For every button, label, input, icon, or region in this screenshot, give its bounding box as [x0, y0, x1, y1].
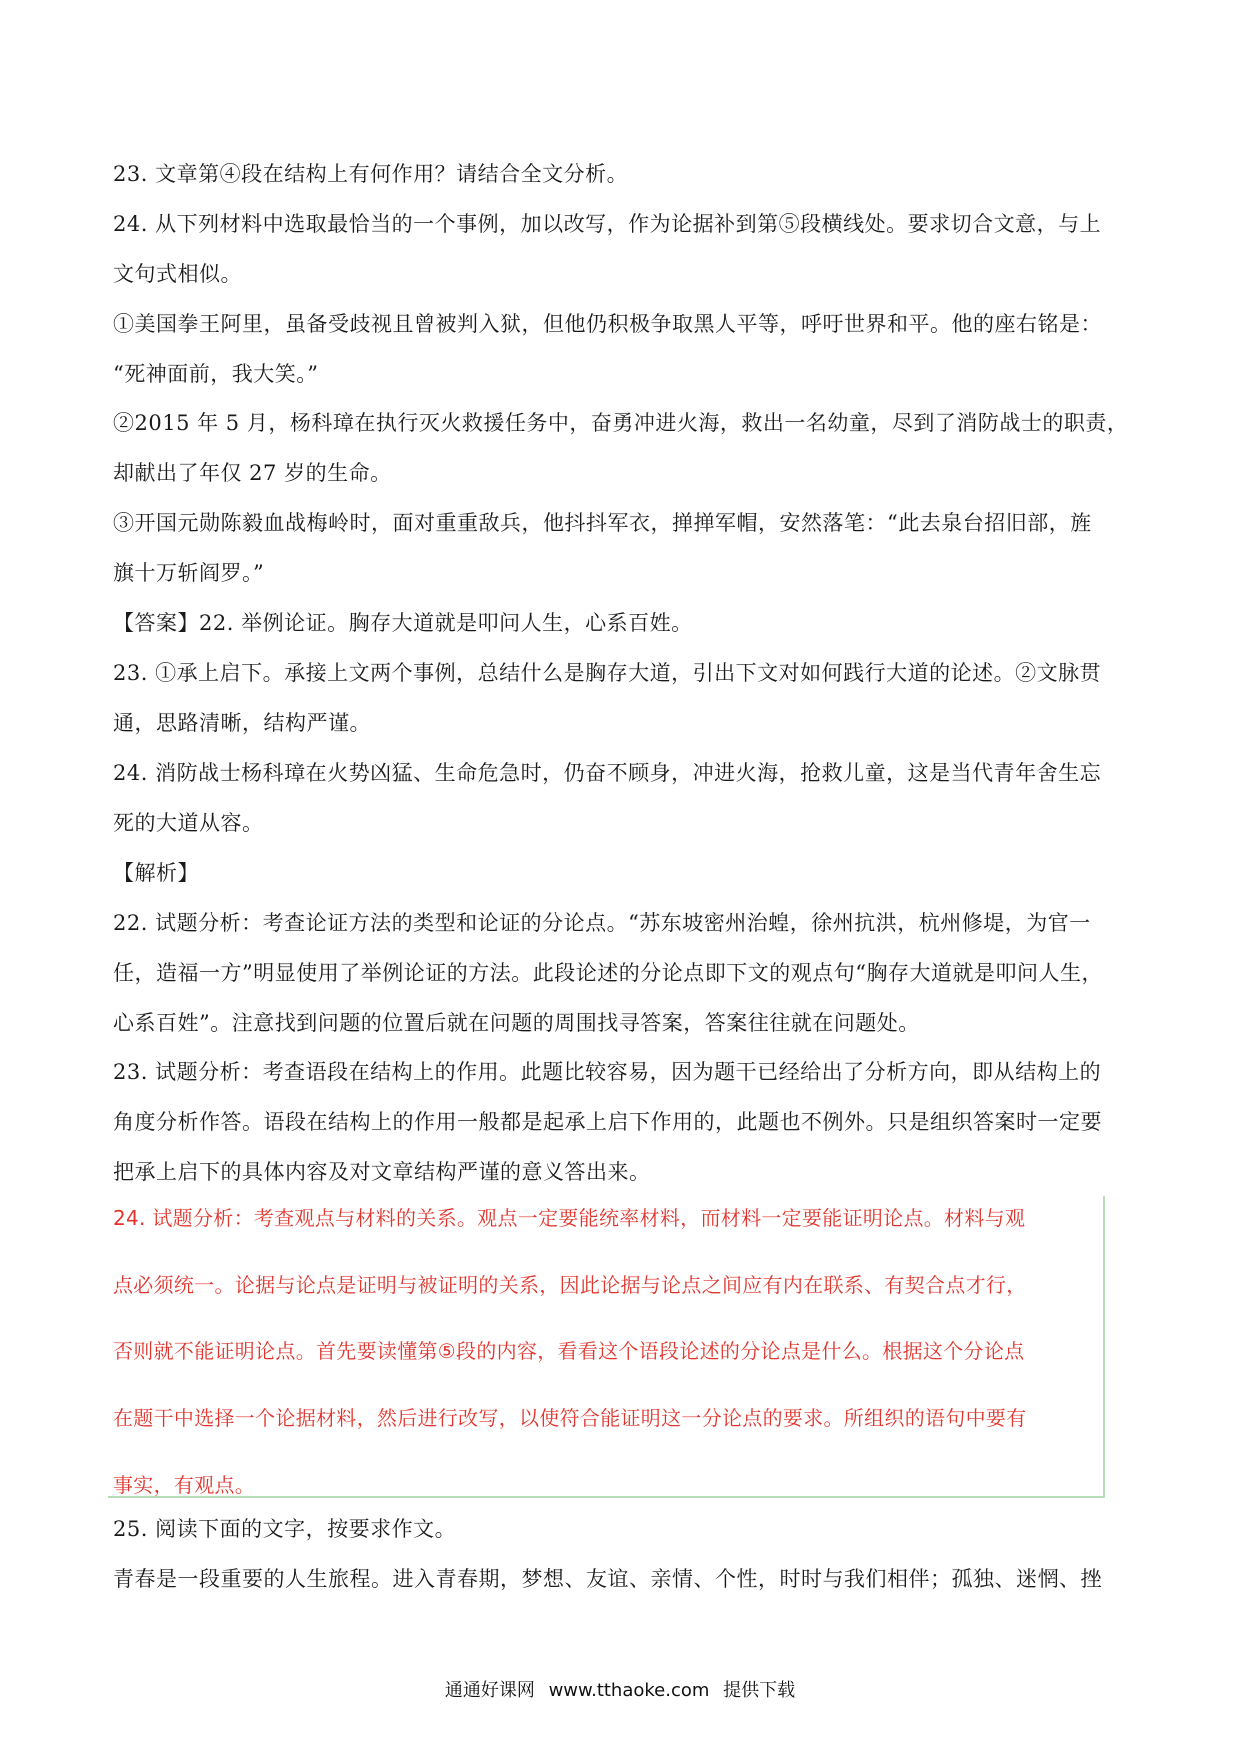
answer-24-line-2: 死的大道从容。 — [113, 811, 264, 835]
answer-22: 【答案】22. 举例论证。胸存大道就是叩问人生，心系百姓。 — [113, 611, 693, 635]
analysis-22-line-2: 任，造福一方”明显使用了举例论证的方法。此段论述的分论点即下文的观点句“胸存大道就是叩问人生， — [113, 961, 1103, 985]
material-2-line-2: 却献出了年仅 27 岁的生命。 — [113, 461, 392, 485]
analysis-23-line-2: 角度分析作答。语段在结构上的作用一般都是起承上启下作用的，此题也不例外。只是组织答案时一定要 — [113, 1110, 1102, 1134]
page-footer — [0, 1676, 1240, 1702]
question-24-line-2: 文句式相似。 — [113, 262, 242, 286]
answer-24-line-1: 24. 消防战士杨科璋在火势凶猛、生命危急时，仍奋不顾身，冲进火海，抢救儿童，这是当代青年舍生忘 — [113, 761, 1102, 785]
analysis-23-line-3: 把承上启下的具体内容及对文章结构严谨的意义答出来。 — [113, 1160, 651, 1184]
analysis-23-line-1: 23. 试题分析：考查语段在结构上的作用。此题比较容易，因为题干已经给出了分析方向，即从结构上的 — [113, 1060, 1102, 1084]
question-25-line-2: 青春是一段重要的人生旅程。进入青春期，梦想、友谊、亲情、个性，时时与我们相伴；孤独、迷惘、挫 — [113, 1567, 1102, 1591]
analysis-24-line-2: 点必须统一。论据与论点是证明与被证明的关系，因此论据与论点之间应有内在联系、有契合点才行， — [113, 1273, 1027, 1297]
footer-site-name: 通通好课网 — [444, 1680, 535, 1701]
analysis-24-line-5: 事实，有观点。 — [113, 1473, 256, 1497]
material-3-line-1: ③开国元勋陈毅血战梅岭时，面对重重敌兵，他抖抖军衣，掸掸军帽，安然落笔：“此去泉台招旧部，旌 — [113, 511, 1092, 535]
analysis-24-line-4: 在题干中选择一个论据材料，然后进行改写，以使符合能证明这一分论点的要求。所组织的语句中要有 — [113, 1406, 1027, 1430]
material-1-line-1: ①美国拳王阿里，虽备受歧视且曾被判入狱，但他仍积极争取黑人平等，呼吁世界和平。他的座右铭是： — [113, 312, 1102, 336]
answer-23-line-2: 通，思路清晰，结构严谨。 — [113, 711, 371, 735]
question-24-line-1: 24. 从下列材料中选取最恰当的一个事例，加以改写，作为论据补到第⑤段横线处。要求切合文意，与上 — [113, 212, 1102, 236]
analysis-24-line-1: 24. 试题分析：考查观点与材料的关系。观点一定要能统率材料，而材料一定要能证明论点。材料与观 — [113, 1206, 1026, 1230]
footer-url[interactable]: www.tthaoke.com — [548, 1680, 710, 1701]
analysis-22-line-3: 心系百姓”。注意找到问题的位置后就在问题的周围找寻答案，答案往往就在问题处。 — [113, 1011, 920, 1035]
question-25-line-1: 25. 阅读下面的文字，按要求作文。 — [113, 1517, 457, 1541]
footer-suffix: 提供下载 — [723, 1680, 796, 1701]
question-23: 23. 文章第④段在结构上有何作用？请结合全文分析。 — [113, 162, 629, 186]
analysis-22-line-1: 22. 试题分析：考查论证方法的类型和论证的分论点。“苏东坡密州治蝗，徐州抗洪，杭州修堤，为官一 — [113, 911, 1091, 935]
material-1-line-2: “死神面前，我大笑。” — [113, 362, 319, 386]
material-2-line-1: ②2015 年 5 月，杨科璋在执行灭火救援任务中，奋勇冲进火海，救出一名幼童，尽到了消防战士的职责， — [113, 411, 1129, 435]
analysis-heading: 【解析】 — [113, 861, 199, 885]
analysis-24-line-3: 否则就不能证明论点。首先要读懂第⑤段的内容，看看这个语段论述的分论点是什么。根据这个分论点 — [113, 1339, 1025, 1363]
answer-23-line-1: 23. ①承上启下。承接上文两个事例，总结什么是胸存大道，引出下文对如何践行大道的论述。②文脉贯 — [113, 661, 1102, 685]
material-3-line-2: 旗十万斩阎罗。” — [113, 561, 265, 585]
